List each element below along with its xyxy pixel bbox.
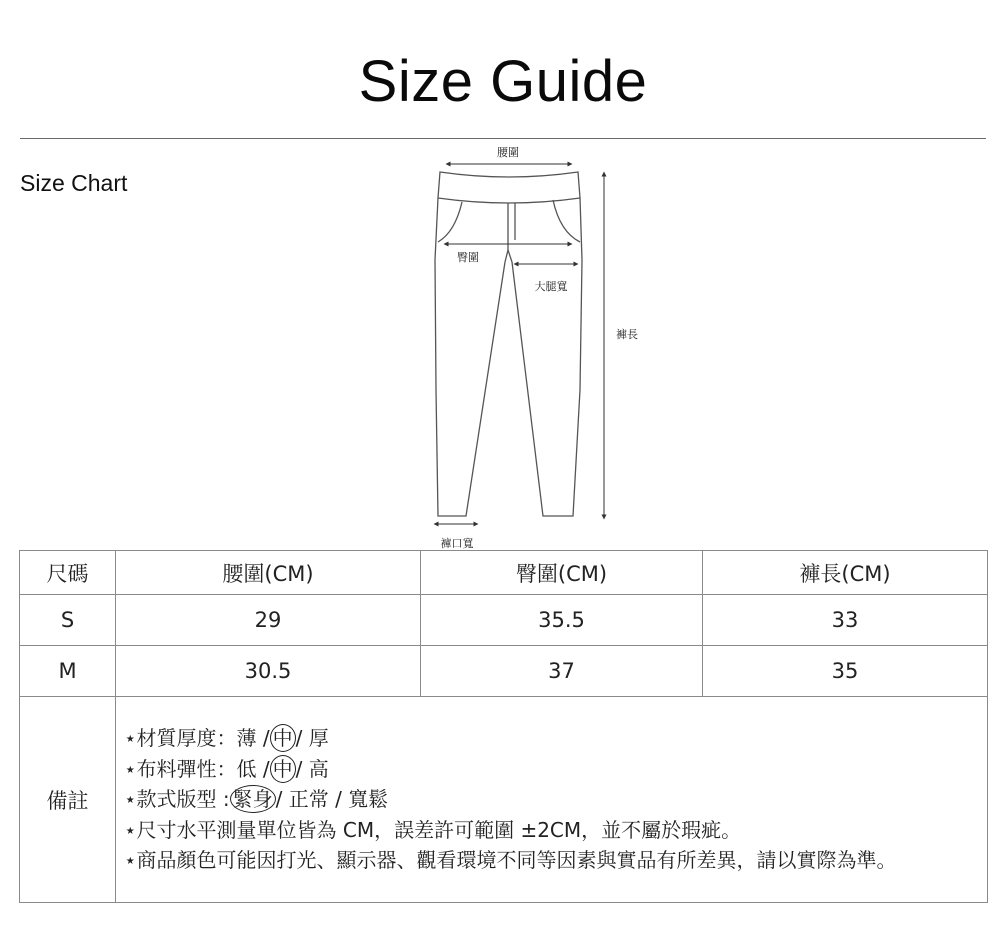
remarks-row xyxy=(20,697,988,903)
header-length: 褲長(CM) xyxy=(703,551,988,595)
header-size: 尺碼 xyxy=(20,551,116,595)
selected-option-mark: 中 xyxy=(270,755,296,783)
selected-option-mark: 緊身 xyxy=(230,785,276,813)
table-header-row xyxy=(20,551,988,595)
title-divider xyxy=(20,138,986,139)
waist-label: 腰圍 xyxy=(497,146,519,159)
remark-color: ⋆商品顏色可能因打光、顯示器、觀看環境不同等因素與實品有所差異，請以實際為準。 xyxy=(124,848,897,873)
pants-outline xyxy=(435,172,582,516)
table-row xyxy=(20,595,988,646)
cell-waist: 30.5 xyxy=(116,646,421,697)
page-title: Size Guide xyxy=(358,49,648,114)
remarks-label: 備註 xyxy=(20,697,116,903)
table-row xyxy=(20,646,988,697)
header-hip: 臀圍(CM) xyxy=(421,551,703,595)
remark-fit: ⋆款式版型 : 緊身 / 正常 / 寬鬆 xyxy=(124,787,389,812)
selected-option-mark: 中 xyxy=(270,724,296,752)
cell-size: M xyxy=(20,646,116,697)
cell-hip: 37 xyxy=(421,646,703,697)
remark-thickness: ⋆材質厚度：薄 / 中 / 厚 xyxy=(124,726,329,751)
thigh-label: 大腿寬 xyxy=(534,280,568,293)
remarks-content xyxy=(116,697,988,903)
cell-length: 35 xyxy=(703,646,988,697)
cell-waist: 29 xyxy=(116,595,421,646)
remark-measurement: ⋆尺寸水平測量單位皆為 CM，誤差許可範圍 ±2CM，並不屬於瑕疵。 xyxy=(124,817,742,842)
cell-size: S xyxy=(20,595,116,646)
hip-label: 臀圍 xyxy=(457,251,479,264)
pants-diagram xyxy=(420,140,650,552)
cell-hip: 35.5 xyxy=(421,595,703,646)
length-label: 褲長 xyxy=(616,328,638,341)
size-table xyxy=(19,550,988,903)
hem-label: 褲口寬 xyxy=(440,537,474,550)
section-subtitle: Size Chart xyxy=(20,170,128,196)
remark-elasticity: ⋆布料彈性：低 / 中 / 高 xyxy=(124,756,329,781)
cell-length: 33 xyxy=(703,595,988,646)
header-waist: 腰圍(CM) xyxy=(116,551,421,595)
